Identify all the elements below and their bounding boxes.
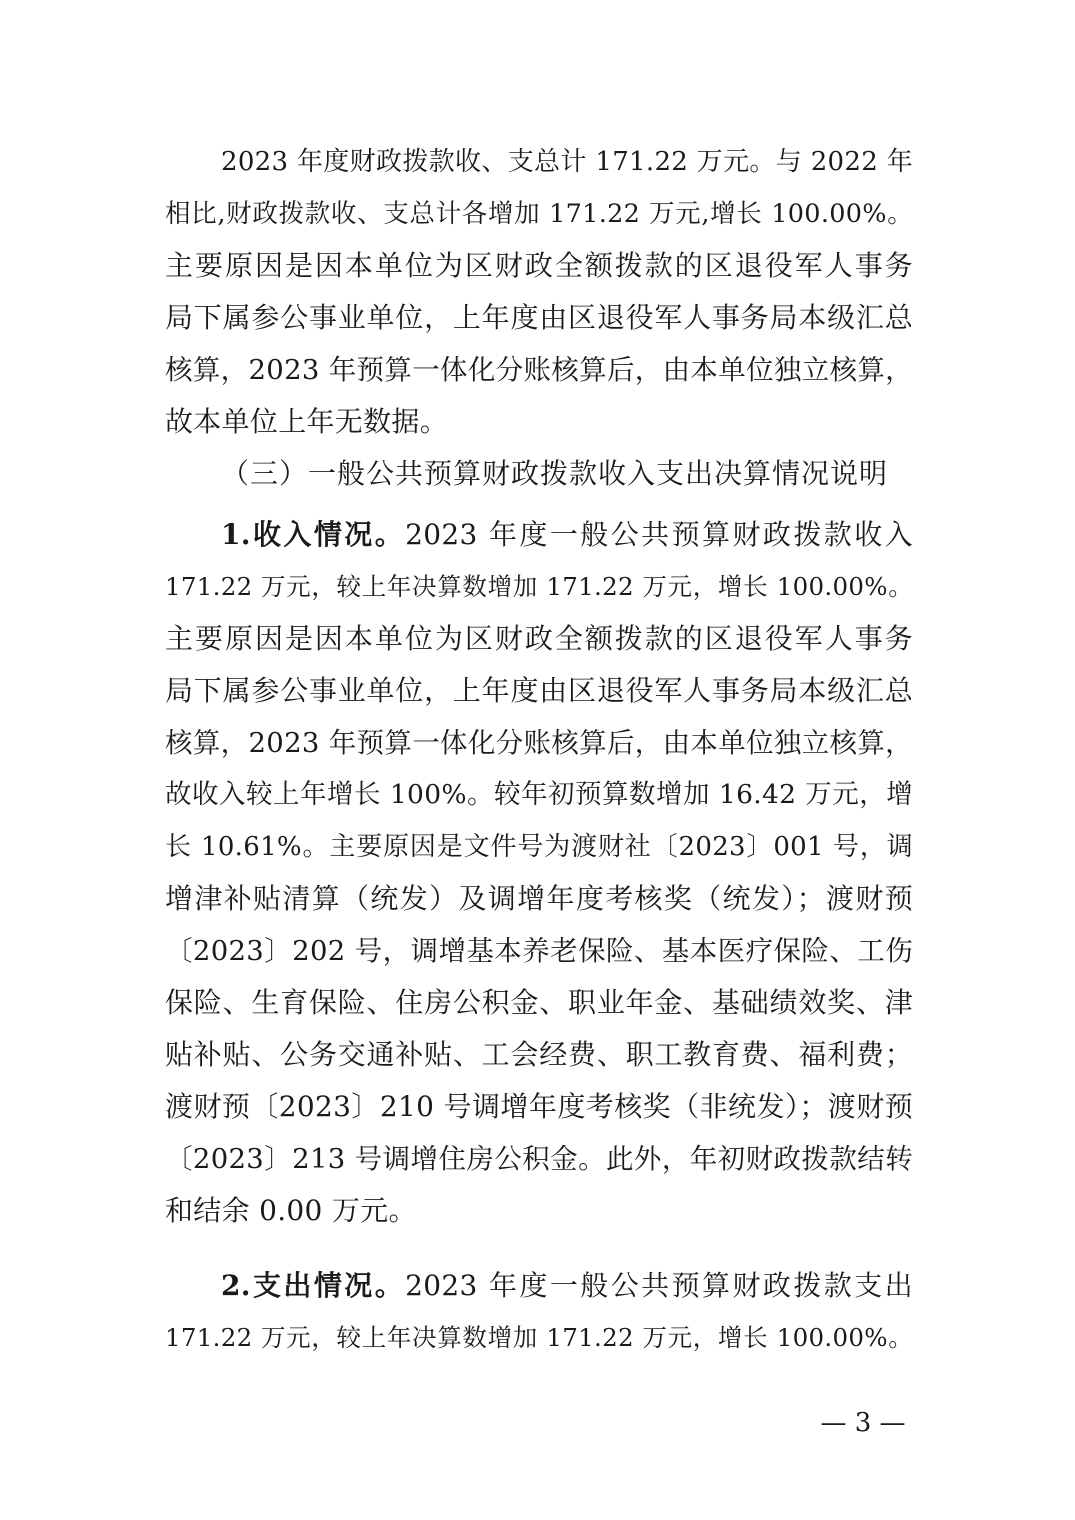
- income-line-1-rest: 2023 年度一般公共预算财政拨款收入: [405, 518, 913, 551]
- para1-line-4: 局下属参公事业单位，上年度由区退役军人事务局本级汇总: [165, 301, 913, 334]
- expense-line-1: [221, 1266, 913, 1306]
- expense-lead: 2.支出情况。: [221, 1269, 406, 1302]
- income-line-3: 主要原因是因本单位为区财政全额拨款的区退役军人事务: [165, 622, 913, 655]
- income-line-8: 增津补贴清算（统发）及调增年度考核奖（统发）；渡财预: [165, 882, 913, 915]
- para1-line-6: 故本单位上年无数据。: [165, 405, 449, 438]
- page-number: — 3 —: [820, 1408, 906, 1438]
- income-lead: 1.收入情况。: [221, 518, 406, 551]
- income-line-12: 渡财预〔2023〕210 号调增年度考核奖（非统发）；渡财预: [165, 1090, 913, 1123]
- income-line-5: 核算，2023 年预算一体化分账核算后，由本单位独立核算，: [165, 727, 913, 759]
- income-line-10: 保险、生育保险、住房公积金、职业年金、基础绩效奖、津: [165, 986, 913, 1019]
- para1-line-5: 核算，2023 年预算一体化分账核算后，由本单位独立核算，: [165, 354, 913, 386]
- para1-line-1: 2023 年度财政拨款收、支总计 171.22 万元。与 2022 年: [221, 147, 913, 177]
- income-line-4: 局下属参公事业单位，上年度由区退役军人事务局本级汇总: [165, 674, 913, 707]
- income-line-13: 〔2023〕213 号调增住房公积金。此外，年初财政拨款结转: [165, 1143, 913, 1175]
- section-3-heading: （三）一般公共预算财政拨款收入支出决算情况说明: [221, 457, 889, 490]
- para1-line-2: 相比,财政拨款收、支总计各增加 171.22 万元,增长 100.00%。: [165, 199, 913, 229]
- income-line-7: 长 10.61%。主要原因是文件号为渡财社〔2023〕001 号，调: [165, 832, 913, 862]
- expense-line-1-rest: 2023 年度一般公共预算财政拨款支出: [405, 1269, 913, 1302]
- income-line-14: 和结余 0.00 万元。: [165, 1194, 417, 1227]
- income-line-6: 故收入较上年增长 100%。较年初预算数增加 16.42 万元，增: [165, 779, 913, 810]
- para1-line-3: 主要原因是因本单位为区财政全额拨款的区退役军人事务: [165, 249, 913, 282]
- expense-line-2: 171.22 万元，较上年决算数增加 171.22 万元，增长 100.00%。: [165, 1323, 913, 1352]
- income-line-9: 〔2023〕202 号，调增基本养老保险、基本医疗保险、工伤: [165, 935, 913, 967]
- income-line-1: [221, 515, 913, 555]
- income-line-2: 171.22 万元，较上年决算数增加 171.22 万元，增长 100.00%。: [165, 572, 913, 601]
- income-line-11: 贴补贴、公务交通补贴、工会经费、职工教育费、福利费；: [165, 1038, 913, 1071]
